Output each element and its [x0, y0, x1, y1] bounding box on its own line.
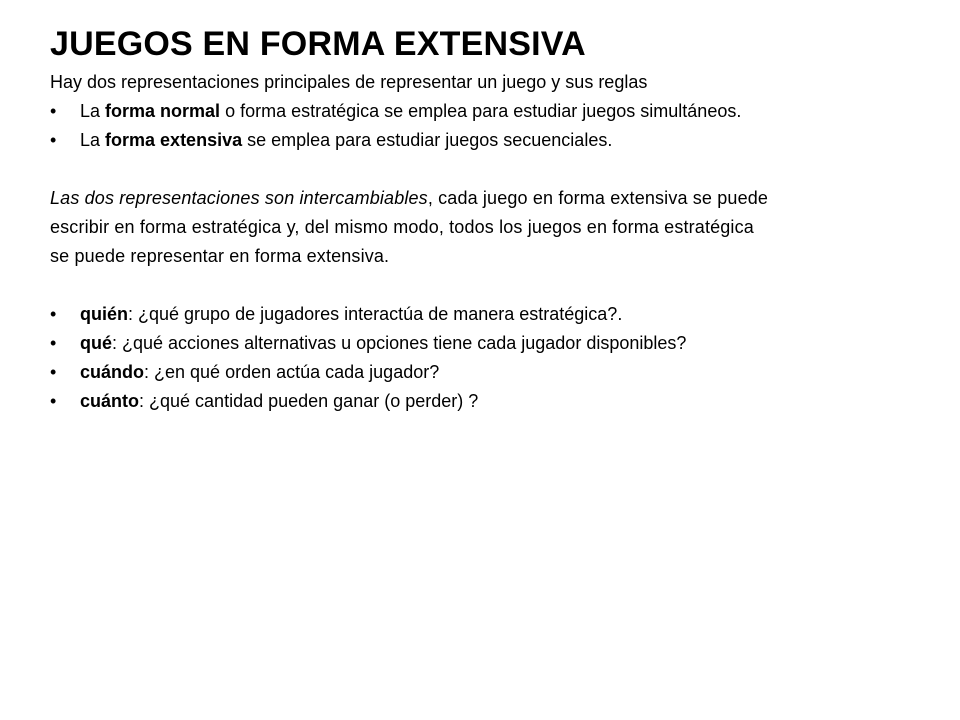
bullet-icon: • — [50, 130, 57, 150]
italic-lead: Las dos representaciones son intercambiables — [50, 188, 428, 208]
term-cuando: cuándo — [80, 362, 145, 382]
term-forma-extensiva: forma extensiva — [105, 130, 243, 150]
bullet-icon: • — [50, 391, 57, 411]
slide-content — [50, 22, 920, 416]
list-item-quien: • quién: ¿qué grupo de jugadores interactúa de manera estratégica?. — [50, 300, 920, 329]
list-item-que: • qué: ¿qué acciones alternativas u opciones tiene cada jugador disponibles? — [50, 329, 920, 358]
list-item-forma-normal: • La forma normal o forma estratégica se emplea para estudiar juegos simultáneos. — [50, 97, 920, 126]
slide-title: JUEGOS EN FORMA EXTENSIVA — [50, 25, 586, 63]
bullet-icon: • — [50, 101, 57, 121]
intro-text: Hay dos representaciones principales de representar un juego y sus reglas — [50, 72, 648, 92]
interchangeable-paragraph: Las dos representaciones son intercambiables, cada juego en forma extensiva se puede escribir en forma estratégica y, del mismo modo, todos los juegos en forma estratégica se puede representar en forma extensiva. — [50, 188, 769, 266]
bullet-icon: • — [50, 304, 57, 324]
list-item-cuando: • cuándo: ¿en qué orden actúa cada jugador? — [50, 358, 920, 387]
questions-list — [50, 300, 920, 416]
bullet-icon: • — [50, 333, 57, 353]
list-item-cuanto: • cuánto: ¿qué cantidad pueden ganar (o perder) ? — [50, 387, 920, 416]
bullet-icon: • — [50, 362, 57, 382]
list-item-forma-extensiva: • La forma extensiva se emplea para estudiar juegos secuenciales. — [50, 126, 920, 155]
forms-list — [50, 97, 920, 155]
term-forma-normal: forma normal — [105, 101, 221, 121]
term-cuanto: cuánto — [80, 391, 140, 411]
term-que: qué — [80, 333, 113, 353]
term-quien: quién — [80, 304, 128, 324]
